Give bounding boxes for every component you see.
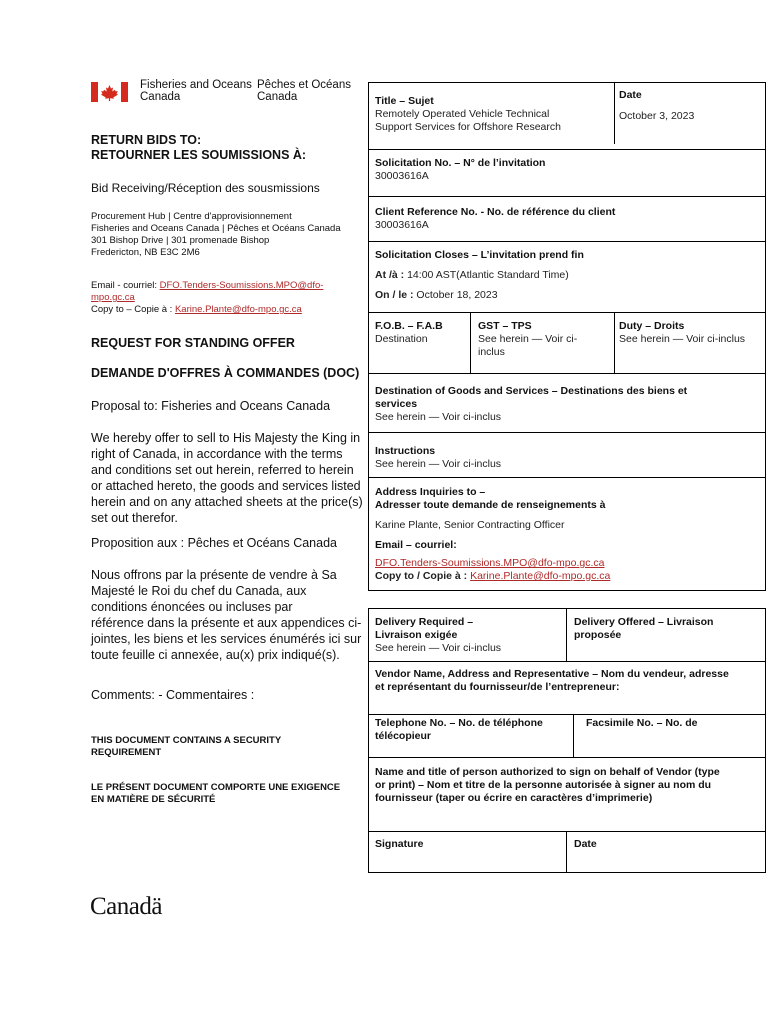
telephone-field: Telephone No. – No. de téléphone télécopieur: [375, 717, 543, 742]
closes-field: Solicitation Closes – L’invitation prend fin At /à : 14:00 AST(Atlantic Standard Time) On / le : October 18, 2023: [375, 249, 584, 301]
signature-box: [368, 831, 766, 873]
department-name-fr: Pêches et Océans Canada: [257, 79, 351, 103]
facsimile-field: Facsimile No. – No. de: [586, 717, 698, 729]
request-title: REQUEST FOR STANDING OFFER: [91, 336, 295, 350]
date-field: Date October 3, 2023: [619, 89, 695, 122]
offer-text-en: We hereby offer to sell to His Majesty the King in right of Canada, in accordance with the terms and conditions set out herein, referred to herein or attached hereto, the goods and services listed herein and on any attached sheets at the price(s) set out therefor.: [91, 431, 363, 525]
authorized-field: Name and title of person authorized to sign on behalf of Vendor (type or print) – Nom et titre de la personne autorisée à signer au nom du fournisseur (taper ou écrire en caractères d’imprimerie): [375, 766, 720, 804]
return-bids-heading: RETURN BIDS TO: RETOURNER LES SOUMISSIONS À:: [91, 133, 307, 162]
bid-email-link-cont[interactable]: mpo.gc.ca: [91, 292, 135, 303]
gst-field: GST – TPS See herein — Voir ci- inclus: [478, 320, 578, 358]
inquiries-copy-link[interactable]: Karine.Plante@dfo-mpo.gc.ca: [470, 570, 611, 582]
department-name-en: Fisheries and Oceans Canada: [140, 79, 252, 103]
delivery-offered-field: Delivery Offered – Livraison proposée: [574, 616, 714, 641]
security-notice-fr: LE PRÉSENT DOCUMENT COMPORTE UNE EXIGENCE EN MATIÈRE DE SÉCURITÉ: [91, 782, 341, 805]
signature-label: Signature: [375, 838, 424, 850]
duty-field: Duty – Droits See herein — Voir ci-inclus: [619, 320, 746, 345]
procurement-address: Procurement Hub | Centre d'approvisionnement Fisheries and Oceans Canada | Pêches et Océans Canada 301 Bishop Drive | 301 promenade Bishop Fredericton, NB E3C 2M6: [91, 211, 341, 258]
proposal-to: Proposal to: Fisheries and Oceans Canada: [91, 399, 331, 413]
inquiries-email-link[interactable]: DFO.Tenders-Soumissions.MPO@dfo-mpo.gc.ca: [375, 557, 605, 569]
comments-label: Comments: - Commentaires :: [91, 688, 255, 702]
bid-receiving-text: Bid Receiving/Réception des sousmissions: [91, 181, 320, 195]
destination-field: Destination of Goods and Services – Destinations des biens et services See herein — Voir ci-inclus: [375, 385, 688, 423]
instructions-field: Instructions See herein — Voir ci-inclus: [375, 445, 502, 470]
bid-email: Email - courriel: DFO.Tenders-Soumissions.MPO@dfo- mpo.gc.ca Copy to – Copie à : Karine.Plante@dfo-mpo.gc.ca: [91, 280, 324, 315]
vendor-field: Vendor Name, Address and Representative – Nom du vendeur, adresse et représentant du fournisseur/de l’entrepreneur:: [375, 668, 729, 693]
offer-text-fr: Nous offrons par la présente de vendre à Sa Majesté le Roi du chef du Canada, aux conditions énoncées ou incluses par référence dans la présente et aux appendices ci- jointes, les biens et les services énumérés ici sur toute feuille ci annexée, au(x) prix indiqué(s).: [91, 568, 362, 662]
demande-title: DEMANDE D'OFFRES À COMMANDES (DOC): [91, 366, 360, 380]
signature-date-label: Date: [574, 838, 597, 850]
canada-wordmark-logo: Canadä: [90, 893, 162, 920]
fob-field: F.O.B. – F.A.B Destination: [375, 320, 443, 345]
canada-flag-icon: [91, 82, 128, 102]
inquiries-field: Address Inquiries to – Adresser toute demande de renseignements à Karine Plante, Senior Contracting Officer Email – courriel: DFO.Tenders-Soumissions.MPO@dfo-mpo.gc.ca Copy to / Copie à : Karine.Plante@dfo-mpo.gc.ca: [375, 486, 611, 582]
copy-email-link[interactable]: Karine.Plante@dfo-mpo.gc.ca: [174, 304, 302, 315]
title-field: Title – Sujet Remotely Operated Vehicle Technical Support Services for Offshore Research: [375, 95, 561, 133]
delivery-required-field: Delivery Required – Livraison exigée See herein — Voir ci-inclus: [375, 616, 502, 654]
solicitation-field: Solicitation No. – N° de l’invitation 30003616A: [375, 157, 546, 182]
proposition-fr: Proposition aux : Pêches et Océans Canada: [91, 536, 337, 550]
client-ref-field: Client Reference No. - No. de référence du client 30003616A: [375, 206, 616, 231]
security-notice-en: THIS DOCUMENT CONTAINS A SECURITY REQUIREMENT: [91, 735, 282, 758]
bid-email-link[interactable]: DFO.Tenders-Soumissions.MPO@dfo-: [159, 280, 324, 291]
